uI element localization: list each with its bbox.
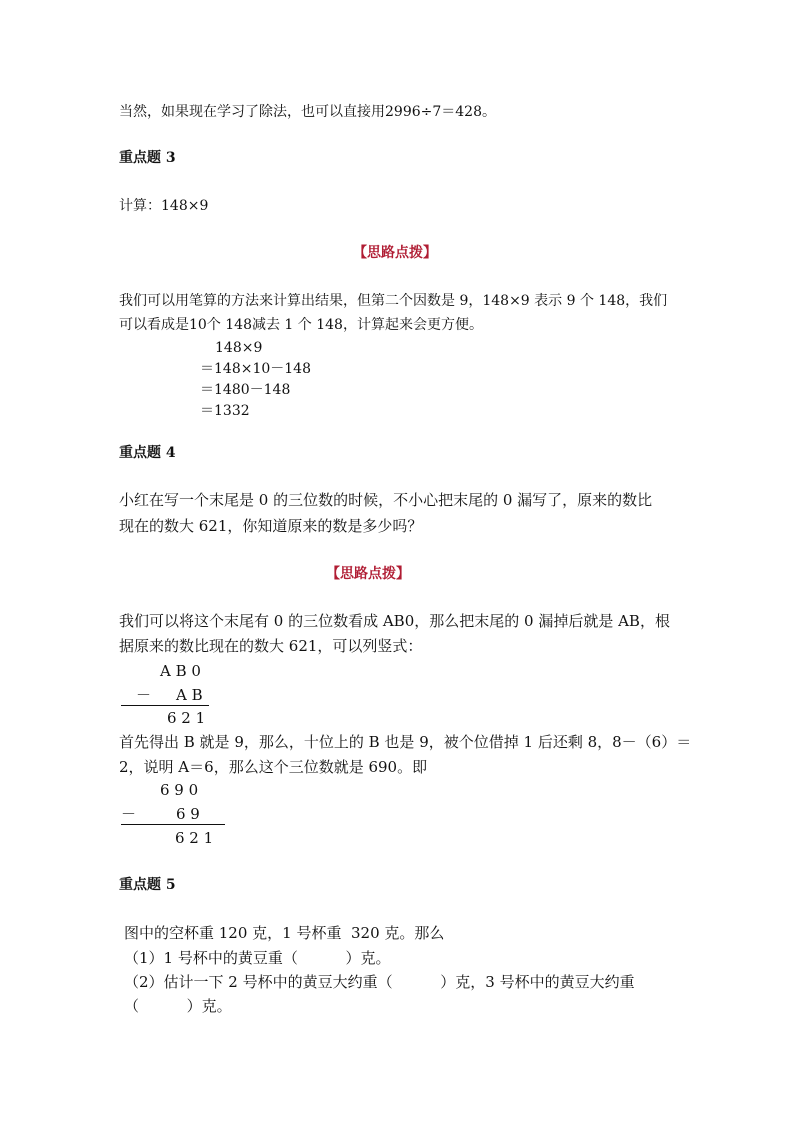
problem3-explain-line2: 可以看成是10个 148减去 1 个 148，计算起来会更方便。 xyxy=(119,317,483,333)
vertical2-top: 6 9 0 xyxy=(160,781,199,799)
calc-step-1: 148×9 xyxy=(215,340,263,356)
vertical1-rule xyxy=(121,705,209,706)
calc-step-2: ＝148×10－148 xyxy=(200,361,311,377)
problem4-heading: 重点题 4 xyxy=(119,445,176,461)
problem3-explain-line1: 我们可以用笔算的方法来计算出结果，但第二个因数是 9，148×9 表示 9 个 148，我们 xyxy=(119,293,668,309)
problem4-explain-line4: 2，说明 A＝6，那么这个三位数就是 690。即 xyxy=(119,758,428,776)
vertical2-result: 6 2 1 xyxy=(175,829,214,847)
problem3-question: 计算：148×9 xyxy=(119,198,209,214)
vertical1-result: 6 2 1 xyxy=(167,709,206,727)
intro-line: 当然，如果现在学习了除法，也可以直接用2996÷7＝428。 xyxy=(119,104,496,120)
problem5-heading: 重点题 5 xyxy=(119,877,176,893)
problem4-question-line1: 小红在写一个末尾是 0 的三位数的时候，不小心把末尾的 0 漏写了，原来的数比 xyxy=(119,491,653,509)
problem5-line4: （ ）克。 xyxy=(124,997,232,1015)
problem5-line3: （2）估计一下 2 号杯中的黄豆大约重（ ）克，3 号杯中的黄豆大约重 xyxy=(124,973,635,991)
calc-step-3: ＝1480－148 xyxy=(200,382,291,398)
calc-step-4: ＝1332 xyxy=(200,403,250,419)
problem4-explain-line2: 据原来的数比现在的数大 621，可以列竖式： xyxy=(119,637,423,655)
vertical2-rule xyxy=(121,824,225,825)
problem3-heading: 重点题 3 xyxy=(119,150,176,166)
problem4-hint-title: 【思路点拨】 xyxy=(326,566,410,582)
vertical2-middle: 6 9 xyxy=(176,805,200,823)
vertical2-operator: － xyxy=(121,805,137,823)
vertical1-operator: － xyxy=(136,686,152,704)
vertical1-top: A B 0 xyxy=(160,662,201,680)
problem4-explain-line3: 首先得出 B 就是 9，那么，十位上的 B 也是 9，被个位借掉 1 后还剩 8，8－（6）＝ xyxy=(119,733,692,751)
problem5-line1: 图中的空杯重 120 克，1 号杯重 320 克。那么 xyxy=(124,924,445,942)
problem4-explain-line1: 我们可以将这个末尾有 0 的三位数看成 AB0，那么把末尾的 0 漏掉后就是 AB，根 xyxy=(119,612,670,630)
problem3-hint-title: 【思路点拨】 xyxy=(353,245,437,261)
vertical1-middle: A B xyxy=(176,686,203,704)
problem4-question-line2: 现在的数大 621，你知道原来的数是多少吗？ xyxy=(119,517,423,535)
problem5-line2: （1）1 号杯中的黄豆重（ ）克。 xyxy=(124,949,391,967)
